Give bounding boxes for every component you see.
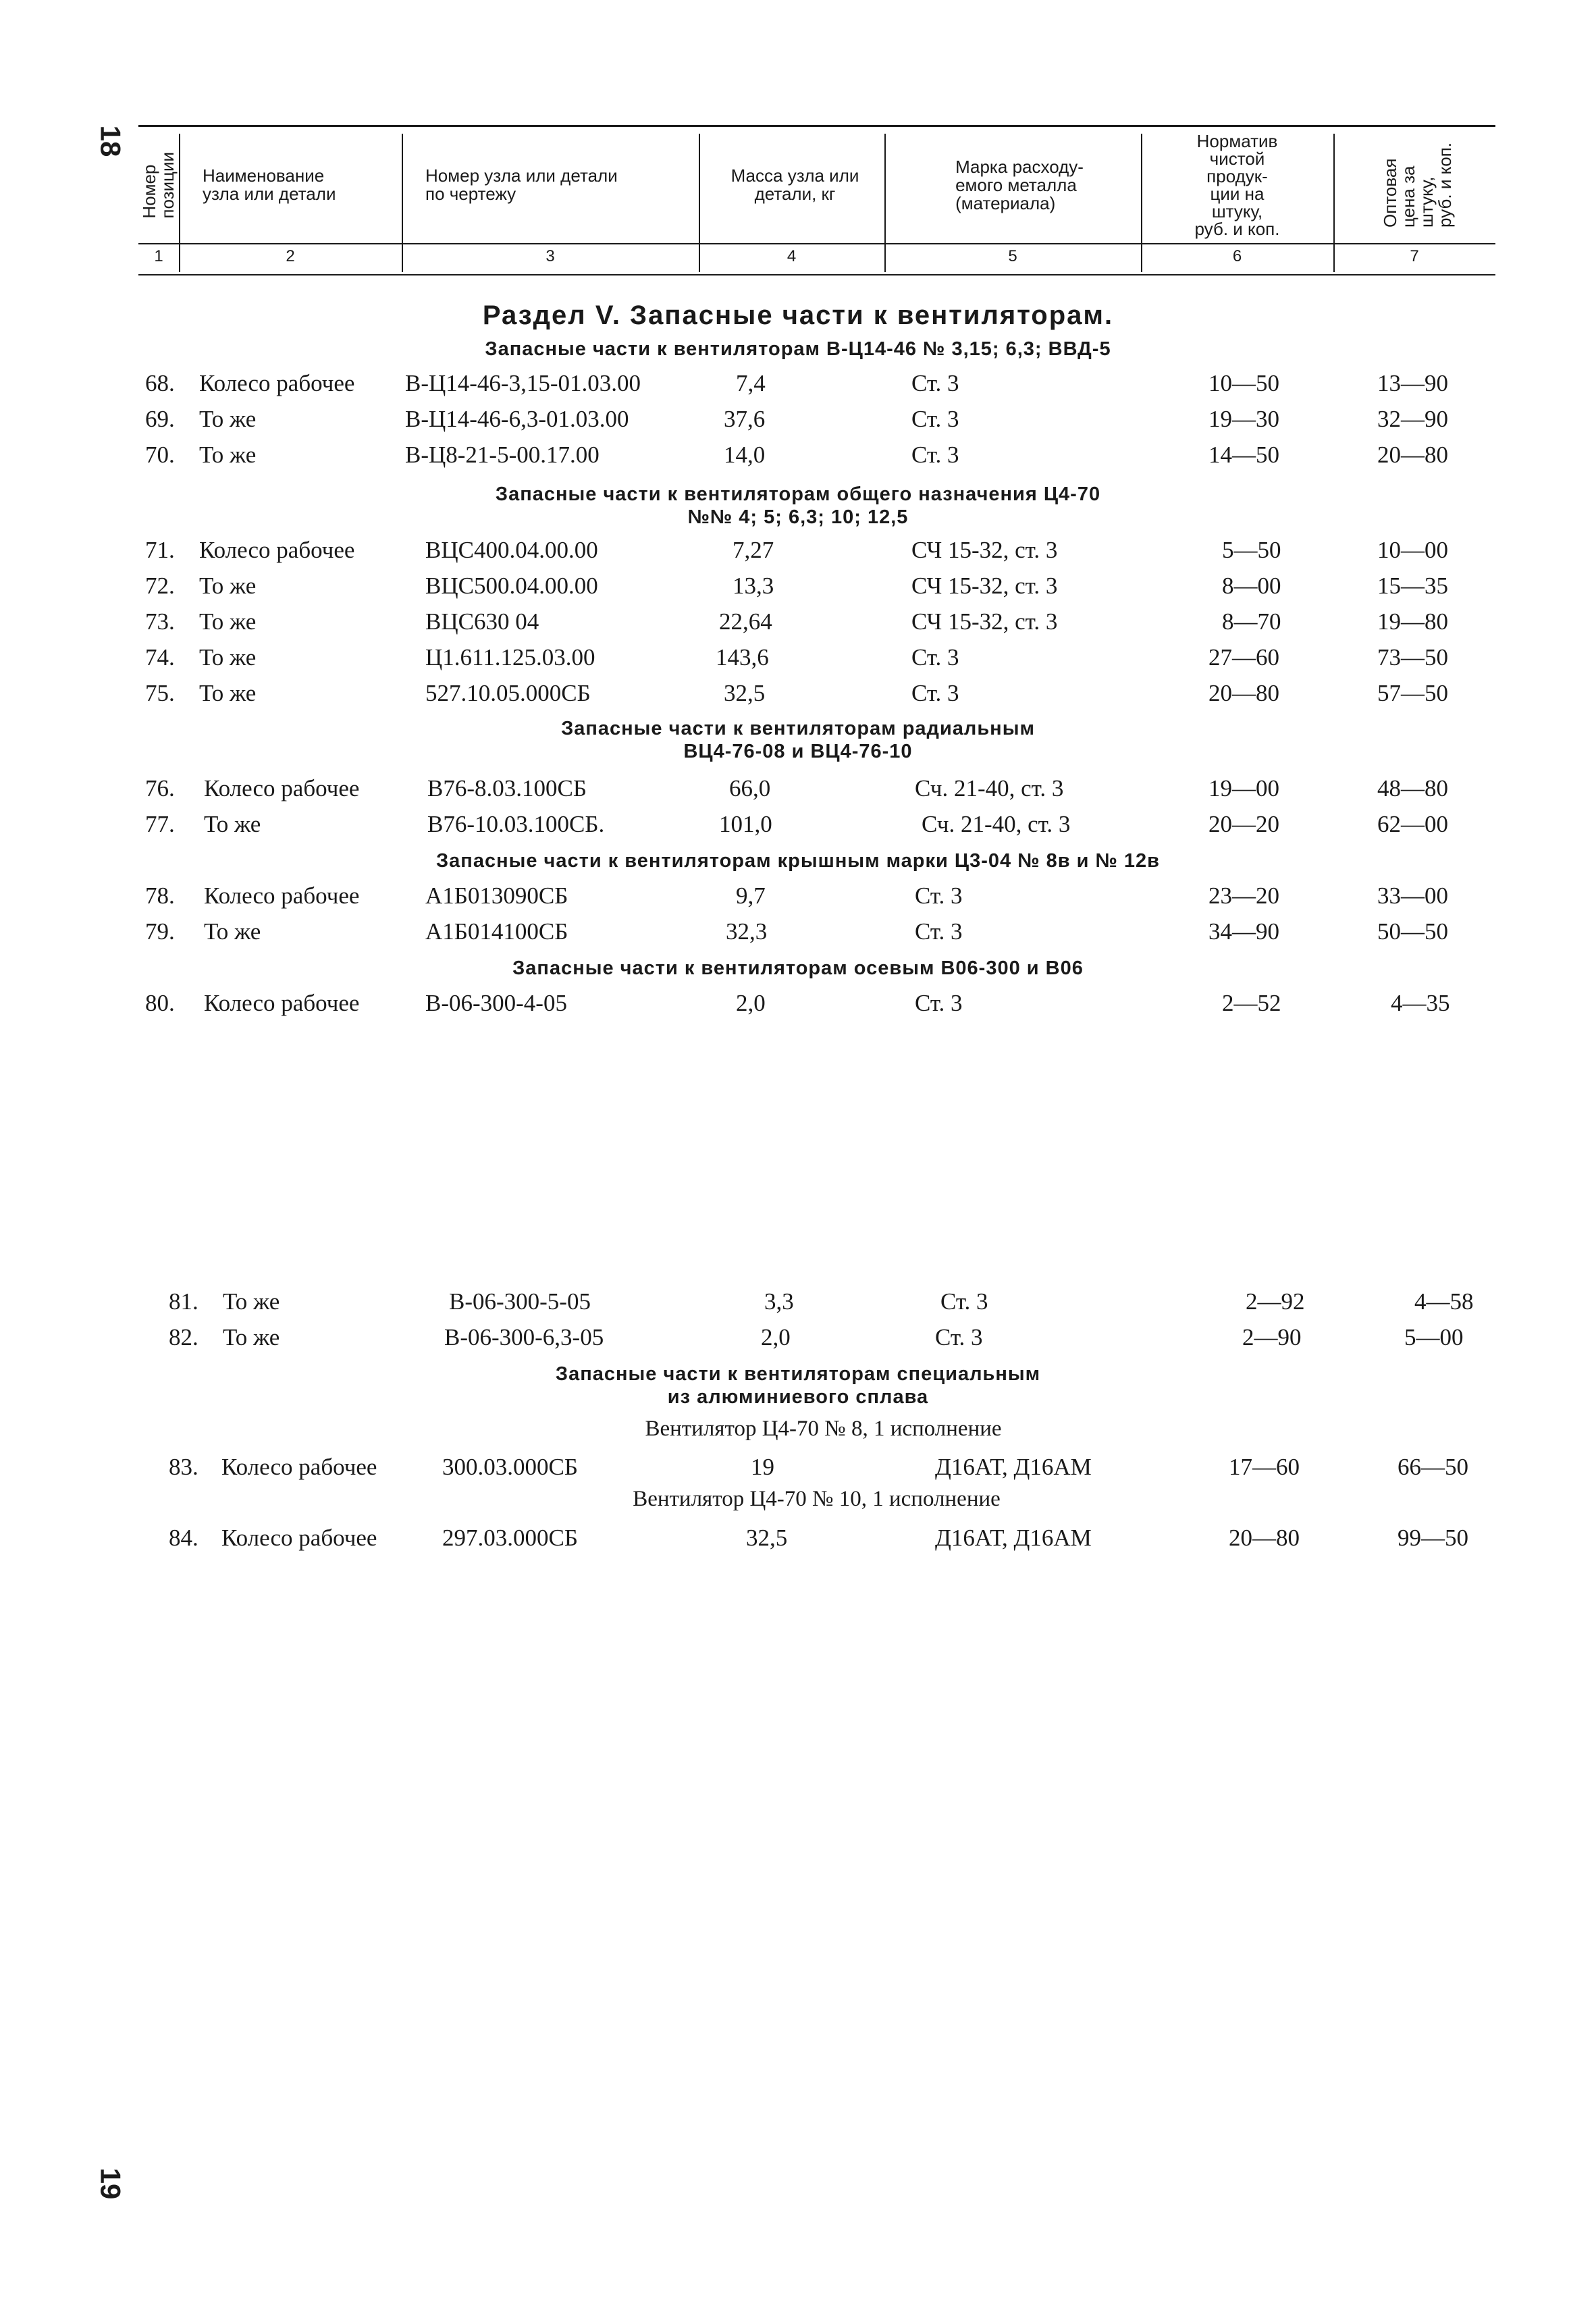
row-drawing: А1Б013090СБ: [425, 883, 568, 909]
row-price: 15—35: [1377, 573, 1448, 599]
row-mass: 101,0: [719, 811, 772, 837]
row-material: Ст. 3: [915, 918, 963, 945]
header-col-num-7: 7: [1410, 247, 1419, 265]
row-norm: 34—90: [1208, 918, 1279, 945]
row-price: 4—35: [1391, 990, 1450, 1016]
row-name: То же: [199, 406, 257, 432]
row-number: 69.: [145, 406, 175, 432]
row-material: Ст. 3: [911, 406, 959, 432]
row-mass: 13,3: [733, 573, 774, 599]
row-number: 73.: [145, 608, 175, 635]
row-norm: 8—00: [1222, 573, 1281, 599]
group-title-6: Запасные части к вентиляторам специальным из алюминиевого сплава: [555, 1363, 1041, 1408]
row-drawing: 297.03.000СБ: [442, 1525, 578, 1551]
row-number: 68.: [145, 370, 175, 396]
row-drawing: А1Б014100СБ: [425, 918, 568, 945]
row-number: 76.: [145, 775, 175, 801]
header-col-num-1: 1: [154, 247, 163, 265]
group-title-4: Запасные части к вентиляторам крышным марки Ц3-04 № 8в и № 12в: [436, 850, 1160, 872]
table-row: [0, 918, 1596, 953]
row-norm: 10—50: [1208, 370, 1279, 396]
row-name: То же: [204, 918, 261, 945]
row-drawing: 300.03.000СБ: [442, 1454, 578, 1480]
row-material: Ст. 3: [940, 1288, 988, 1315]
row-mass: 7,27: [733, 537, 774, 563]
row-mass: 2,0: [761, 1324, 791, 1350]
row-mass: 143,6: [716, 644, 769, 670]
row-drawing: В-06-300-6,3-05: [444, 1324, 604, 1350]
table-row: [0, 537, 1596, 572]
row-number: 72.: [145, 573, 175, 599]
table-row: [0, 775, 1596, 810]
row-name: Колесо рабочее: [199, 370, 355, 396]
row-norm: 20—80: [1229, 1525, 1300, 1551]
row-price: 10—00: [1377, 537, 1448, 563]
table-row: [0, 990, 1596, 1025]
table-row: [0, 1525, 1596, 1560]
table-row: [0, 370, 1596, 405]
row-norm: 23—20: [1208, 883, 1279, 909]
header-net-production-norm: Норматив чистой продук- ции на штуку, руб. и коп.: [1194, 131, 1280, 239]
row-price: 33—00: [1377, 883, 1448, 909]
group-title-1: Запасные части к вентиляторам В-Ц14-46 № 3,15; 6,3; ВВД-5: [485, 338, 1111, 360]
row-number: 75.: [145, 680, 175, 706]
table-row: [0, 1454, 1596, 1489]
header-col-num-3: 3: [546, 247, 555, 265]
header-wholesale-price: Оптовая цена за штуку, руб. и коп.: [1380, 142, 1455, 228]
row-drawing: В-Ц8-21-5-00.17.00: [405, 442, 600, 468]
row-number: 74.: [145, 644, 175, 670]
row-price: 20—80: [1377, 442, 1448, 468]
row-name: То же: [199, 442, 257, 468]
row-norm: 2—92: [1246, 1288, 1305, 1315]
header-col-num-6: 6: [1232, 247, 1242, 265]
row-name: То же: [199, 608, 257, 635]
row-mass: 32,3: [726, 918, 768, 945]
row-material: Ст. 3: [915, 883, 963, 909]
row-name: Колесо рабочее: [221, 1454, 377, 1480]
row-number: 84.: [169, 1525, 198, 1551]
header-col-num-2: 2: [286, 247, 295, 265]
row-material: Сч. 21-40, ст. 3: [915, 775, 1064, 801]
table-row: [0, 573, 1596, 608]
group-title-5: Запасные части к вентиляторам осевым В06-300 и В06: [512, 957, 1084, 979]
row-name: То же: [223, 1288, 280, 1315]
row-drawing: В-06-300-5-05: [449, 1288, 591, 1315]
row-material: Д16АТ, Д16АМ: [935, 1525, 1092, 1551]
row-name: То же: [199, 644, 257, 670]
subgroup-title-1: Вентилятор Ц4-70 № 8, 1 исполнение: [645, 1417, 1002, 1441]
row-norm: 2—52: [1222, 990, 1281, 1016]
table-row: [0, 1324, 1596, 1359]
row-mass: 22,64: [719, 608, 772, 635]
row-material: Ст. 3: [915, 990, 963, 1016]
row-number: 82.: [169, 1324, 198, 1350]
row-mass: 7,4: [736, 370, 766, 396]
row-drawing: В76-10.03.100СБ.: [427, 811, 605, 837]
row-number: 83.: [169, 1454, 198, 1480]
row-price: 99—50: [1398, 1525, 1468, 1551]
row-drawing: В-Ц14-46-3,15-01.03.00: [405, 370, 641, 396]
row-material: СЧ 15-32, ст. 3: [911, 537, 1058, 563]
header-mass: Масса узла или детали, кг: [730, 165, 859, 204]
row-name: Колесо рабочее: [204, 883, 360, 909]
row-norm: 19—00: [1208, 775, 1279, 801]
table-row: [0, 883, 1596, 918]
row-name: То же: [223, 1324, 280, 1350]
header-drawing-number: Номер узла или детали по чертежу: [425, 165, 618, 204]
row-material: СЧ 15-32, ст. 3: [911, 608, 1058, 635]
row-drawing: ВЦС500.04.00.00: [425, 573, 598, 599]
row-number: 77.: [145, 811, 175, 837]
subgroup-title-2: Вентилятор Ц4-70 № 10, 1 исполнение: [633, 1487, 1001, 1511]
table-row: [0, 811, 1596, 846]
row-price: 5—00: [1404, 1324, 1464, 1350]
row-number: 80.: [145, 990, 175, 1016]
row-price: 73—50: [1377, 644, 1448, 670]
row-material: Ст. 3: [911, 442, 959, 468]
row-norm: 14—50: [1208, 442, 1279, 468]
row-price: 32—90: [1377, 406, 1448, 432]
table-row: [0, 644, 1596, 679]
table-row: [0, 608, 1596, 643]
row-name: Колесо рабочее: [204, 775, 360, 801]
row-price: 50—50: [1377, 918, 1448, 945]
row-name: То же: [199, 680, 257, 706]
row-name: Колесо рабочее: [204, 990, 360, 1016]
row-mass: 14,0: [724, 442, 766, 468]
row-drawing: ВЦС630 04: [425, 608, 539, 635]
row-norm: 8—70: [1222, 608, 1281, 635]
row-mass: 32,5: [746, 1525, 788, 1551]
header-col-num-5: 5: [1008, 247, 1017, 265]
row-norm: 19—30: [1208, 406, 1279, 432]
row-number: 81.: [169, 1288, 198, 1315]
row-mass: 32,5: [724, 680, 766, 706]
row-mass: 2,0: [736, 990, 766, 1016]
row-drawing: В-06-300-4-05: [425, 990, 567, 1016]
table-row: [0, 680, 1596, 715]
row-mass: 19: [751, 1454, 774, 1480]
section-title: Раздел V. Запасные части к вентиляторам.: [482, 300, 1114, 330]
row-norm: 5—50: [1222, 537, 1281, 563]
table-row: [0, 1288, 1596, 1323]
row-number: 71.: [145, 537, 175, 563]
row-price: 66—50: [1398, 1454, 1468, 1480]
row-norm: 17—60: [1229, 1454, 1300, 1480]
row-name: Колесо рабочее: [199, 537, 355, 563]
row-price: 48—80: [1377, 775, 1448, 801]
row-price: 4—58: [1414, 1288, 1474, 1315]
row-number: 78.: [145, 883, 175, 909]
page-number-bottom: 19: [95, 2167, 127, 2200]
row-material: Ст. 3: [911, 680, 959, 706]
group-title-2: Запасные части к вентиляторам общего назначения Ц4-70 №№ 4; 5; 6,3; 10; 12,5: [495, 483, 1101, 528]
row-name: То же: [204, 811, 261, 837]
row-drawing: В-Ц14-46-6,3-01.03.00: [405, 406, 629, 432]
row-drawing: ВЦС400.04.00.00: [425, 537, 598, 563]
row-material: Д16АТ, Д16АМ: [935, 1454, 1092, 1480]
row-number: 70.: [145, 442, 175, 468]
row-price: 57—50: [1377, 680, 1448, 706]
row-number: 79.: [145, 918, 175, 945]
header-item-name: Наименование узла или детали: [203, 165, 336, 204]
row-norm: 27—60: [1208, 644, 1279, 670]
row-material: Сч. 21-40, ст. 3: [922, 811, 1071, 837]
row-drawing: 527.10.05.000СБ: [425, 680, 591, 706]
header-material: Марка расходу- емого металла (материала): [955, 156, 1084, 213]
row-norm: 20—80: [1208, 680, 1279, 706]
row-material: СЧ 15-32, ст. 3: [911, 573, 1058, 599]
row-material: Ст. 3: [911, 644, 959, 670]
row-name: Колесо рабочее: [221, 1525, 377, 1551]
row-price: 62—00: [1377, 811, 1448, 837]
row-material: Ст. 3: [911, 370, 959, 396]
row-mass: 9,7: [736, 883, 766, 909]
header-col-num-4: 4: [787, 247, 797, 265]
row-material: Ст. 3: [935, 1324, 983, 1350]
row-price: 19—80: [1377, 608, 1448, 635]
row-norm: 20—20: [1208, 811, 1279, 837]
row-norm: 2—90: [1242, 1324, 1302, 1350]
group-title-3: Запасные части к вентиляторам радиальным ВЦ4-76-08 и ВЦ4-76-10: [561, 718, 1035, 762]
table-row: [0, 442, 1596, 477]
table-row: [0, 406, 1596, 441]
row-drawing: В76-8.03.100СБ: [427, 775, 587, 801]
row-price: 13—90: [1377, 370, 1448, 396]
page-number-top: 18: [95, 125, 127, 157]
header-position-number: Номер позиции: [139, 151, 178, 219]
row-mass: 66,0: [729, 775, 771, 801]
row-mass: 37,6: [724, 406, 766, 432]
row-name: То же: [199, 573, 257, 599]
row-drawing: Ц1.611.125.03.00: [425, 644, 595, 670]
table-header: [138, 125, 1495, 272]
row-mass: 3,3: [764, 1288, 794, 1315]
